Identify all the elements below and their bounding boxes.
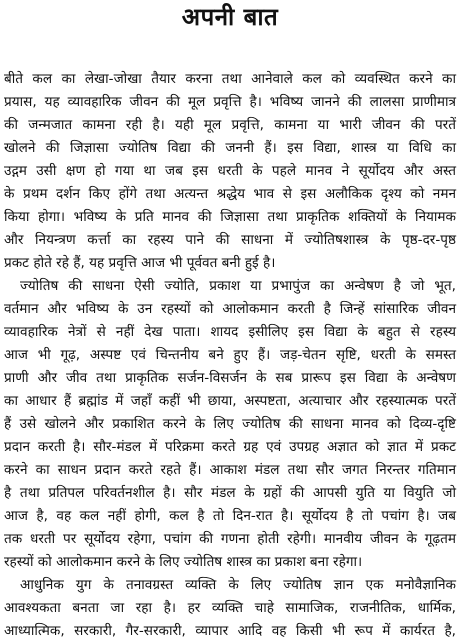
text-line: आज है, वह कल नहीं होगी, कल है तो दिन-रात है। सूर्योदय है तो पचांग है। जब [4, 508, 456, 524]
text-line: का आधार हैं ब्रह्मांड में जहाँ कहीं भी छाया, अस्पष्टता, अत्याचार और रहस्यात्मक परतें [4, 393, 456, 409]
text-line: प्राणी और जीव तथा प्राकृतिक सर्जन-विसर्जन के सब प्रारूप इस विद्या के अन्वेषण [4, 370, 456, 386]
text-line: ज्योतिष की साधना ऐसी ज्योति, प्रकाश या प्रभापुंज का अन्वेषण है जो भूत, [20, 278, 456, 294]
text-line: और नियन्त्रण कर्त्ता का रहस्य पाने की साधना में ज्योतिषशास्त्र के पृष्ठ-दर-पृष्ठ [4, 232, 456, 248]
text-line: प्रकट होते रहे हैं, यह प्रवृत्ति आज भी पूर्ववत बनी हुई है। [4, 255, 276, 271]
text-line: के प्रथम दर्शन किए होंगे तथा अत्यन्त श्रद्धेय भाव से इस अलौकिक दृश्य को नमन [4, 186, 456, 202]
text-line: वर्तमान और भविष्य के उन रहस्यों को आलोकमान करती है जिन्हें सांसारिक जीवन [4, 301, 456, 317]
body-text [4, 68, 456, 643]
text-line: प्रदान करती है। सौर-मंडल में परिक्रमा करते ग्रह एवं उपग्रह अज्ञात को ज्ञात में प्रकट [4, 439, 456, 455]
text-line: आवश्यकता बनता जा रहा है। हर व्यक्ति चाहे सामाजिक, राजनीतिक, धार्मिक, [4, 600, 456, 616]
text-line: की जन्मजात कामना रही है। यही मूल प्रवृत्ति, कामना या भारी जीवन की परतें [4, 117, 456, 133]
text-line: रहस्यों को आलोकमान करने के लिए ज्योतिष शास्त्र का प्रकाश बना रहेगा। [4, 554, 363, 570]
text-line: तक धरती पर सूर्योदय रहेगा, पचांग की गणना होती रहेगी। मानवीय जीवन के गूढ़तम [4, 531, 456, 547]
text-line: हैं उसे खोलने और प्रकाशित करने के लिए ज्योतिष की साधना मानव को दिव्य-दृष्टि [4, 416, 456, 432]
text-line: खोलने की जिज्ञासा ज्योतिष विद्या की जननी हैं। इस विद्या, शास्त्र या विधि का [4, 140, 456, 156]
text-line: किया होगा। भविष्य के प्रति मानव की जिज्ञासा तथा प्राकृतिक शक्तियों के नियामक [4, 209, 456, 225]
text-line: व्यावहारिक नेत्रों से नहीं देख पाता। शायद इसीलिए इस विद्या के बहुत से रहस्य [4, 324, 456, 340]
text-line: आज भी गूढ़, अस्पष्ट एवं चिन्तनीय बने हुए हैं। जड़-चेतन सृष्टि, धरती के समस्त [4, 347, 456, 363]
text-line: करने का साधन प्रदान करते रहते हैं। आकाश मंडल तथा सौर जगत निरन्तर गतिमान [4, 462, 456, 478]
page-title: अपनी बात [181, 3, 279, 31]
text-line: उद्गम उसी क्षण हो गया था जब इस धरती के पहले मानव ने सूर्योदय और अस्त [4, 163, 456, 179]
text-line: आधुनिक युग के तनावग्रस्त व्यक्ति के लिए ज्योतिष ज्ञान एक मनोवैज्ञानिक [20, 577, 456, 593]
text-line: है तथा प्रतिपल परिवर्तनशील है। सौर मंडल के ग्रहों की आपसी युति या वियुति जो [4, 485, 456, 501]
text-line: बीते कल का लेखा-जोखा तैयार करना तथा आनेवाले कल को व्यवस्थित करने का [4, 71, 456, 87]
text-line: आध्यात्मिक, सरकारी, गैर-सरकारी, व्यापार आदि वह किसी भी रूप में कार्यरत है, [4, 623, 456, 639]
text-line: प्रयास, यह व्यावहारिक जीवन की मूल प्रवृत्ति है। भविष्य जानने की लालसा प्राणीमात्र [4, 94, 456, 110]
